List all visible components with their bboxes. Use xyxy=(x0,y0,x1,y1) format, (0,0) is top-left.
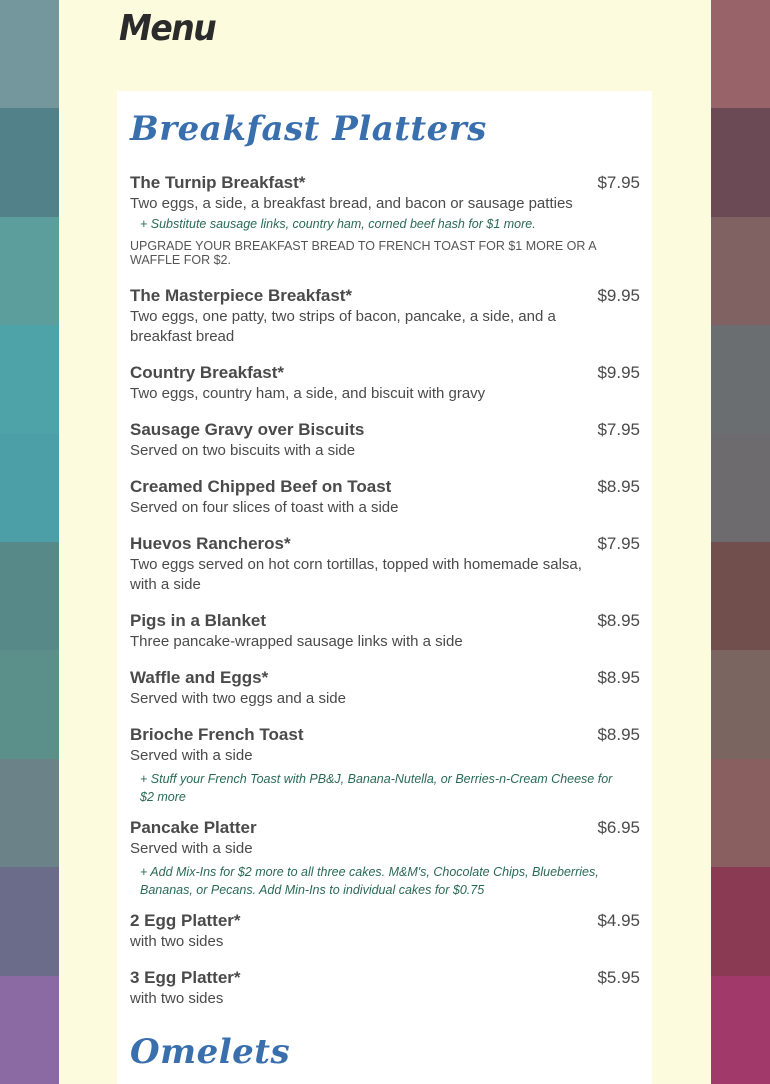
page-title: Menu xyxy=(119,6,216,49)
menu-item xyxy=(130,818,640,899)
item-price: $6.95 xyxy=(597,818,640,837)
background-tile xyxy=(711,217,770,325)
background-tile xyxy=(711,650,770,758)
item-price: $4.95 xyxy=(597,911,640,930)
item-price: $5.95 xyxy=(597,968,640,987)
item-name: Country Breakfast* xyxy=(130,363,284,382)
item-description: Two eggs served on hot corn tortillas, topped with homemade salsa, with a side xyxy=(130,556,582,593)
item-note: + Stuff your French Toast with PB&J, Banana-Nutella, or Berries-n-Cream Cheese for $2 more xyxy=(140,772,613,804)
background-tile xyxy=(711,542,770,650)
item-name: Creamed Chipped Beef on Toast xyxy=(130,477,392,496)
item-note: + Substitute sausage links, country ham, corned beef hash for $1 more. xyxy=(140,217,536,231)
item-name: Pigs in a Blanket xyxy=(130,611,267,630)
background-tile xyxy=(0,976,59,1084)
item-description: Served with two eggs and a side xyxy=(130,690,346,707)
item-price: $8.95 xyxy=(597,611,640,630)
item-description: Two eggs, one patty, two strips of bacon, pancake, a side, and a breakfast bread xyxy=(130,308,556,345)
background-tile xyxy=(711,867,770,975)
background-tile xyxy=(0,325,59,433)
background-tile xyxy=(0,759,59,867)
item-price: $7.95 xyxy=(597,534,640,553)
background-tile xyxy=(711,759,770,867)
menu-item xyxy=(130,173,640,233)
menu-item xyxy=(130,725,640,806)
item-price: $8.95 xyxy=(597,477,640,496)
menu-item xyxy=(130,534,640,595)
section-title-breakfast: Breakfast Platters xyxy=(130,109,487,149)
item-price: $7.95 xyxy=(597,173,640,192)
item-name: The Turnip Breakfast* xyxy=(130,173,306,192)
menu-item xyxy=(130,668,640,709)
upgrade-note: UPGRADE YOUR BREAKFAST BREAD TO FRENCH TOAST FOR $1 MORE OR A WAFFLE FOR $2. xyxy=(130,239,596,267)
item-description: Two eggs, country ham, a side, and biscuit with gravy xyxy=(130,385,486,402)
item-name: 3 Egg Platter* xyxy=(130,968,241,987)
background-tile xyxy=(0,434,59,542)
menu-item xyxy=(130,420,640,461)
background-tile xyxy=(0,108,59,216)
item-description: Served on two biscuits with a side xyxy=(130,442,356,459)
item-name: Waffle and Eggs* xyxy=(130,668,269,687)
menu-page xyxy=(59,0,711,1084)
menu-item xyxy=(130,611,640,652)
item-description: Served with a side xyxy=(130,747,253,764)
item-name: Brioche French Toast xyxy=(130,725,304,744)
item-name: Sausage Gravy over Biscuits xyxy=(130,420,365,439)
item-description: with two sides xyxy=(130,933,224,950)
menu-item xyxy=(130,363,640,404)
item-price: $8.95 xyxy=(597,668,640,687)
item-name: Pancake Platter xyxy=(130,818,257,837)
background-tile xyxy=(711,325,770,433)
menu-item xyxy=(130,286,640,347)
menu-item xyxy=(130,477,640,518)
background-tile xyxy=(0,867,59,975)
item-price: $8.95 xyxy=(597,725,640,744)
item-name: The Masterpiece Breakfast* xyxy=(130,286,353,305)
background-right xyxy=(711,0,770,1084)
background-tile xyxy=(711,108,770,216)
section-title-omelets: Omelets xyxy=(130,1032,291,1072)
background-tile xyxy=(711,434,770,542)
background-tile xyxy=(0,217,59,325)
item-name: 2 Egg Platter* xyxy=(130,911,241,930)
menu-item xyxy=(130,968,640,1009)
item-description: Served on four slices of toast with a side xyxy=(130,499,399,516)
item-description: Two eggs, a side, a breakfast bread, and bacon or sausage patties xyxy=(130,195,573,212)
item-price: $9.95 xyxy=(597,363,640,382)
background-left xyxy=(0,0,59,1084)
item-note: + Add Mix-Ins for $2 more to all three cakes. M&M's, Chocolate Chips, Blueberries, Bananas, or Pecans. Add Min-Ins to individual cakes for $0.75 xyxy=(140,865,599,897)
background-tile xyxy=(0,0,59,108)
item-description: Served with a side xyxy=(130,840,253,857)
background-tile xyxy=(711,976,770,1084)
item-description: Three pancake-wrapped sausage links with a side xyxy=(130,633,463,650)
background-tile xyxy=(0,542,59,650)
background-tile xyxy=(0,650,59,758)
item-description: with two sides xyxy=(130,990,224,1007)
item-price: $9.95 xyxy=(597,286,640,305)
background-tile xyxy=(711,0,770,108)
item-price: $7.95 xyxy=(597,420,640,439)
menu-item xyxy=(130,911,640,952)
item-name: Huevos Rancheros* xyxy=(130,534,291,553)
menu-card xyxy=(117,91,652,1084)
